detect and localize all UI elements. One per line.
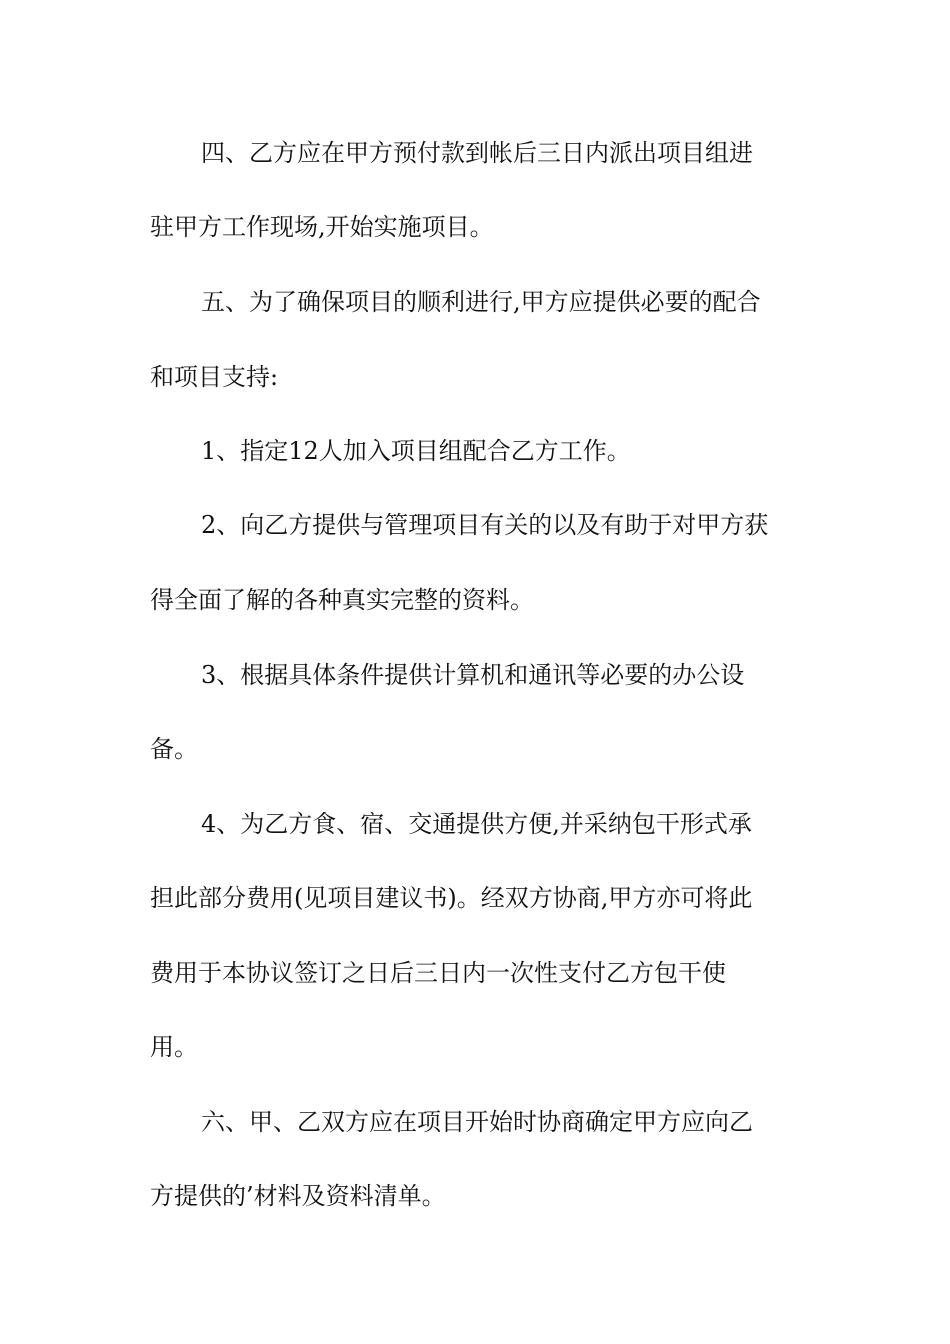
item-4-line-3: 费用于本协议签订之日后三日内一次性支付乙方包干使 <box>150 959 726 987</box>
clause-4-line-2: 驻甲方工作现场,开始实施项目。 <box>150 213 494 241</box>
clause-4-line-1: 四、乙方应在甲方预付款到帐后三日内派出项目组进 <box>201 139 753 167</box>
clause-6-line-2: 方提供的’材料及资料清单。 <box>150 1182 446 1210</box>
item-4-line-2: 担此部分费用(见项目建议书)。经双方协商,甲方亦可将此 <box>150 884 753 912</box>
item-1-line-1: 1、指定12人加入项目组配合乙方工作。 <box>201 437 631 465</box>
clause-5-line-1: 五、为了确保项目的顺利进行,甲方应提供必要的配合 <box>201 288 761 316</box>
clause-5-line-2: 和项目支持: <box>150 363 279 391</box>
clause-6-line-1: 六、甲、乙双方应在项目开始时协商确定甲方应向乙 <box>201 1108 753 1136</box>
item-2-line-1: 2、向乙方提供与管理项目有关的以及有助于对甲方获 <box>201 511 769 539</box>
item-4-line-1: 4、为乙方食、宿、交通提供方便,并采纳包干形式承 <box>201 810 752 838</box>
item-3-line-2: 备。 <box>150 735 198 763</box>
item-2-line-2: 得全面了解的各种真实完整的资料。 <box>150 586 534 614</box>
item-3-line-1: 3、根据具体条件提供计算机和通讯等必要的办公设 <box>201 661 745 689</box>
item-4-line-4: 用。 <box>150 1033 198 1061</box>
